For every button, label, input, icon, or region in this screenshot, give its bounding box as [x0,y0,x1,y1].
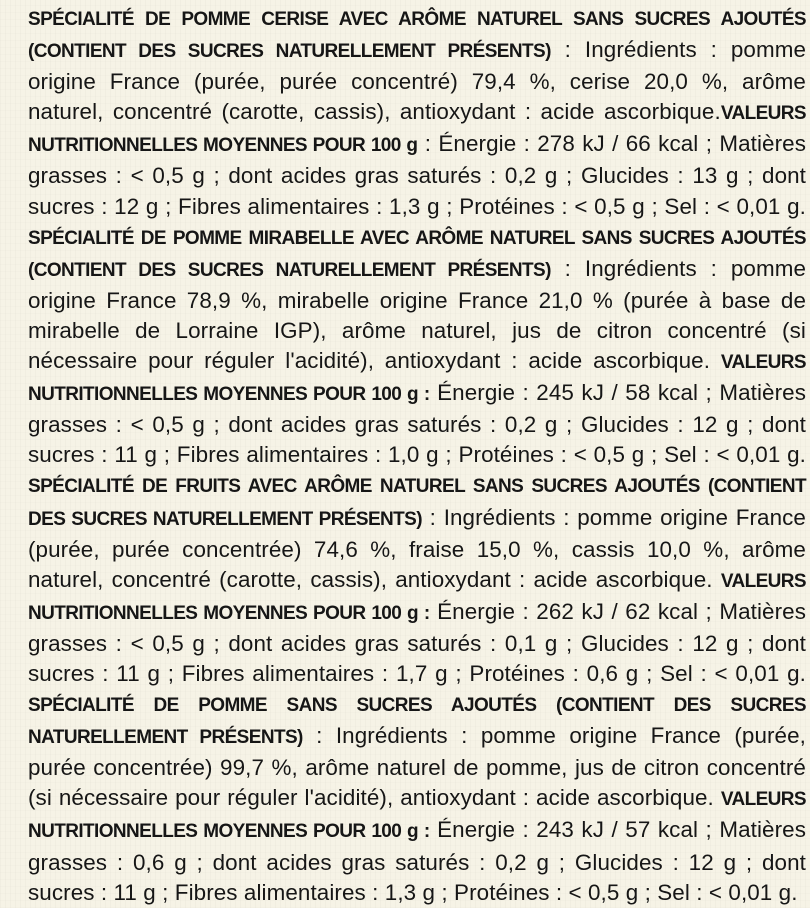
product-name: SPÉCIALITÉ DE POMME MIRABELLE AVEC ARÔME NATUREL SANS SUCRES AJOUTÉS (CONTIENT DES SUCRES NATURELLEMENT PRÉSENTS) [28,227,806,281]
separator: : [302,723,336,749]
separator: : [421,504,444,530]
label-text [28,3,806,908]
nutrition-text: Énergie : 243 kJ / 57 kcal ; Matières grasses : 0,6 g ; dont acides gras saturés : 0,2 g ; Glucides : 12 g ; dont sucres : 11 g ; Fibres alimentaires : 1,3 g ; Protéines : < 0,5 g ; Sel : < 0,01 g. [28,817,806,905]
nutrition-heading: VALEURS NUTRITIONNELLES MOYENNES POUR 100 g : [28,789,806,843]
product-3 [28,472,806,686]
separator: : [550,255,585,281]
nutrition-text: Énergie : 245 kJ / 58 kcal ; Matières grasses : < 0,5 g ; dont acides gras saturés : 0,2 g ; Glucides : 12 g ; dont sucres : 11 g ; Fibres alimentaires : 1,0 g ; Protéines : < 0,5 g ; Sel : < 0,01 g. [28,380,806,468]
ingredients-text: Ingrédients : pomme origine France 78,9 %, mirabelle origine France 21,0 % (purée à base de mirabelle de Lorraine IGP), arôme naturel, jus de citron concentré (si nécessaire pour réguler l'acidité), antioxydant : acide ascorbique. [28,255,806,374]
nutrition-heading: VALEURS NUTRITIONNELLES MOYENNES POUR 100 g : [28,352,806,406]
product-1 [28,5,806,219]
ingredients-text: Ingrédients : pomme origine France (purée, purée concentrée) 99,7 %, arôme naturel de pomme, jus de citron concentré (si nécessaire pour réguler l'acidité), antioxydant : acide ascorbique. [28,723,806,811]
product-2 [28,224,806,468]
product-name: SPÉCIALITÉ DE FRUITS AVEC ARÔME NATUREL SANS SUCRES AJOUTÉS (CONTIENT DES SUCRES NATURELLEMENT PRÉSENTS) [28,476,806,530]
nutrition-text: : Énergie : 278 kJ / 66 kcal ; Matières grasses : < 0,5 g ; dont acides gras saturés : 0,2 g ; Glucides : 13 g ; dont sucres : 12 g ; Fibres alimentaires : 1,3 g ; Protéines : < 0,5 g ; Sel : < 0,01 g. [28,131,806,219]
ingredients-text: Ingrédients : pomme origine France (purée, purée concentré) 79,4 %, cerise 20,0 %, arôme naturel, concentré (carotte, cassis), antioxydant : acide ascorbique. [28,37,806,125]
nutrition-text: Énergie : 262 kJ / 62 kcal ; Matières grasses : < 0,5 g ; dont acides gras saturés : 0,1 g ; Glucides : 12 g ; dont sucres : 11 g ; Fibres alimentaires : 1,7 g ; Protéines : 0,6 g ; Sel : < 0,01 g. [28,598,806,686]
separator: : [550,37,585,63]
nutrition-heading: VALEURS NUTRITIONNELLES MOYENNES POUR 100 g : [28,570,806,624]
product-4 [28,691,806,905]
ingredients-text: Ingrédients : pomme origine France (purée, purée concentrée) 74,6 %, fraise 15,0 %, cassis 10,0 %, arôme naturel, concentré (carotte, cassis), antioxydant : acide ascorbique. [28,504,806,592]
nutrition-heading: VALEURS NUTRITIONNELLES MOYENNES POUR 100 g [28,103,806,157]
product-name: SPÉCIALITÉ DE POMME CERISE AVEC ARÔME NATUREL SANS SUCRES AJOUTÉS (CONTIENT DES SUCRES NATURELLEMENT PRÉSENTS) [28,9,806,63]
product-name: SPÉCIALITÉ DE POMME SANS SUCRES AJOUTÉS (CONTIENT DES SUCRES NATURELLEMENT PRÉSENTS) [28,695,806,749]
